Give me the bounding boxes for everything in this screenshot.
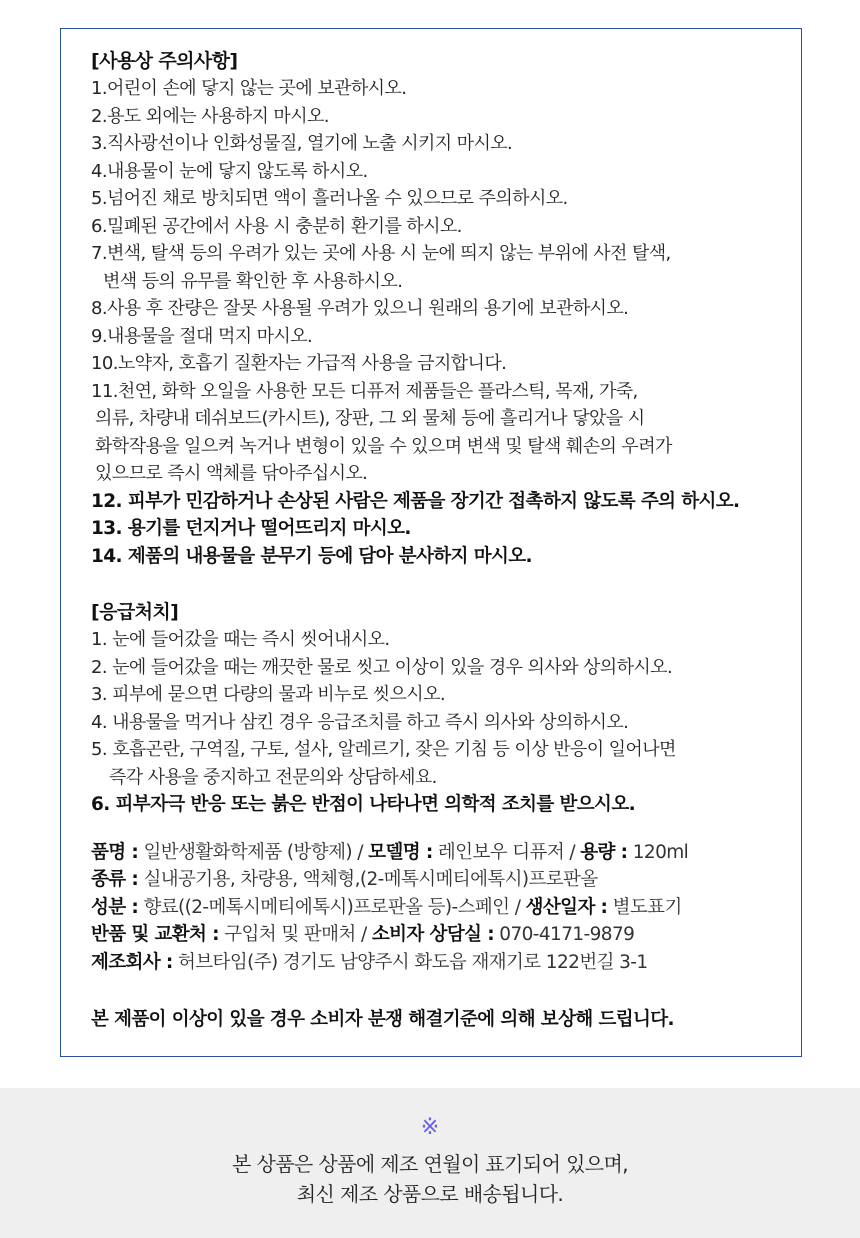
first-aid-item: 5. 호흡곤란, 구역질, 구토, 설사, 알레르기, 잦은 기침 등 이상 반응이 일어나면 <box>91 739 676 760</box>
precaution-item: 5.넘어진 채로 방치되면 액이 흘러나올 수 있으므로 주의하시오. <box>91 188 568 209</box>
product-name-value: 일반생활화학제품 (방향제) / <box>138 841 369 863</box>
precaution-item: 8.사용 후 잔량은 잘못 사용될 우려가 있으니 원래의 용기에 보관하시오. <box>91 298 629 319</box>
precaution-item-continuation: 화학작용을 일으켜 녹거나 변형이 있을 수 있으며 변색 및 탈색 훼손의 우려가 <box>95 435 672 457</box>
production-date-label: 생산일자 : <box>525 896 608 918</box>
precaution-item: 11.천연, 화학 오일을 사용한 모든 디퓨저 제품들은 플라스틱, 목재, 가죽, <box>91 380 638 402</box>
first-aid-item: 3. 피부에 묻으면 다량의 물과 비누로 씻으시오. <box>91 684 446 705</box>
return-label: 반품 및 교환처 : <box>91 924 219 945</box>
manufacturer-label: 제조회사 : <box>91 951 173 973</box>
precaution-item: 3.직사광선이나 인화성물질, 열기에 노출 시키지 마시오. <box>91 133 513 154</box>
product-info-line-1 <box>91 839 781 867</box>
first-aid-item: 4. 내용물을 먹거나 삼킨 경우 응급조치를 하고 즉시 의사와 상의하시오. <box>91 711 629 733</box>
volume-label: 용량 : <box>580 841 628 863</box>
ingredient-label: 성분 : <box>91 896 139 918</box>
section-spacer <box>91 819 781 839</box>
section-spacer <box>91 976 781 1006</box>
footer-line-1: 본 상품은 상품에 제조 연월이 표기되어 있으며, <box>232 1152 628 1176</box>
product-info-line-5 <box>91 949 781 977</box>
return-value: 구입처 및 판매처 / <box>218 924 372 945</box>
type-label: 종류 : <box>91 869 139 890</box>
product-notice-box <box>60 28 802 1057</box>
precaution-item: 14. 제품의 내용물을 분무기 등에 담아 분사하지 마시오. <box>91 545 532 567</box>
precaution-item: 2.용도 외에는 사용하지 마시오. <box>91 105 329 127</box>
section-spacer <box>91 570 781 598</box>
precaution-item: 1.어린이 손에 닿지 않는 곳에 보관하시오. <box>91 78 407 99</box>
customer-service-label: 소비자 상담실 : <box>371 924 494 945</box>
product-info-line-3 <box>91 894 781 922</box>
precaution-item-continuation: 있으므로 즉시 액체를 닦아주십시오. <box>95 463 368 484</box>
precaution-item: 7.변색, 탈색 등의 우려가 있는 곳에 사용 시 눈에 띄지 않는 부위에 사전 탈색, <box>91 243 671 264</box>
customer-service-value: 070-4171-9879 <box>494 924 635 945</box>
model-label: 모델명 : <box>368 841 433 863</box>
type-value: 실내공기용, 차량용, 액체형,(2-메톡시메티에톡시)프로판올 <box>138 869 598 890</box>
precaution-item-continuation: 변색 등의 유무를 확인한 후 사용하시오. <box>103 270 403 292</box>
precaution-item: 4.내용물이 눈에 닿지 않도록 하시오. <box>91 160 368 182</box>
first-aid-item: 6. 피부자극 반응 또는 붉은 반점이 나타나면 의학적 조치를 받으시오. <box>91 794 636 815</box>
precautions-title: [사용상 주의사항] <box>91 50 238 72</box>
production-date-value: 별도표기 <box>607 896 682 918</box>
notice-content <box>91 47 781 1033</box>
manufacturer-value: 허브타임(주) 경기도 남양주시 화도읍 재재기로 122번길 3-1 <box>172 951 648 973</box>
model-value: 레인보우 디퓨저 / <box>432 841 581 863</box>
precaution-item: 9.내용물을 절대 먹지 마시오. <box>91 325 313 347</box>
first-aid-item-continuation: 즉각 사용을 중지하고 전문의와 상담하세요. <box>109 766 437 788</box>
precaution-item: 6.밀폐된 공간에서 사용 시 충분히 환기를 하시오. <box>91 215 462 237</box>
product-info-line-2 <box>91 866 781 894</box>
precaution-item: 13. 용기를 던지거나 떨어뜨리지 마시오. <box>91 518 411 539</box>
precaution-item-continuation: 의류, 차량내 데쉬보드(카시트), 장판, 그 외 물체 등에 흘리거나 닿았을 시 <box>95 408 645 429</box>
product-name-label: 품명 : <box>91 841 139 863</box>
compensation-notice: 본 제품이 이상이 있을 경우 소비자 분쟁 해결기준에 의해 보상해 드립니다. <box>91 1009 674 1030</box>
volume-value: 120ml <box>627 841 689 863</box>
first-aid-item: 1. 눈에 들어갔을 때는 즉시 씻어내시오. <box>91 629 390 650</box>
first-aid-title: [응급처치] <box>91 601 179 623</box>
reference-mark-icon: ※ <box>420 1115 440 1140</box>
precaution-item: 12. 피부가 민감하거나 손상된 사람은 제품을 장기간 접촉하지 않도록 주의 하시오. <box>91 490 740 512</box>
footer-line-2: 최신 제조 상품으로 배송됩니다. <box>296 1182 564 1206</box>
precaution-item: 10.노약자, 호흡기 질환자는 가급적 사용을 금지합니다. <box>91 353 507 374</box>
first-aid-item: 2. 눈에 들어갔을 때는 깨끗한 물로 씻고 이상이 있을 경우 의사와 상의하시오. <box>91 656 673 678</box>
product-info-line-4 <box>91 921 781 949</box>
footer-banner <box>0 1088 860 1238</box>
ingredient-value: 향료((2-메톡시메티에톡시)프로판올 등)-스페인 / <box>138 896 526 918</box>
